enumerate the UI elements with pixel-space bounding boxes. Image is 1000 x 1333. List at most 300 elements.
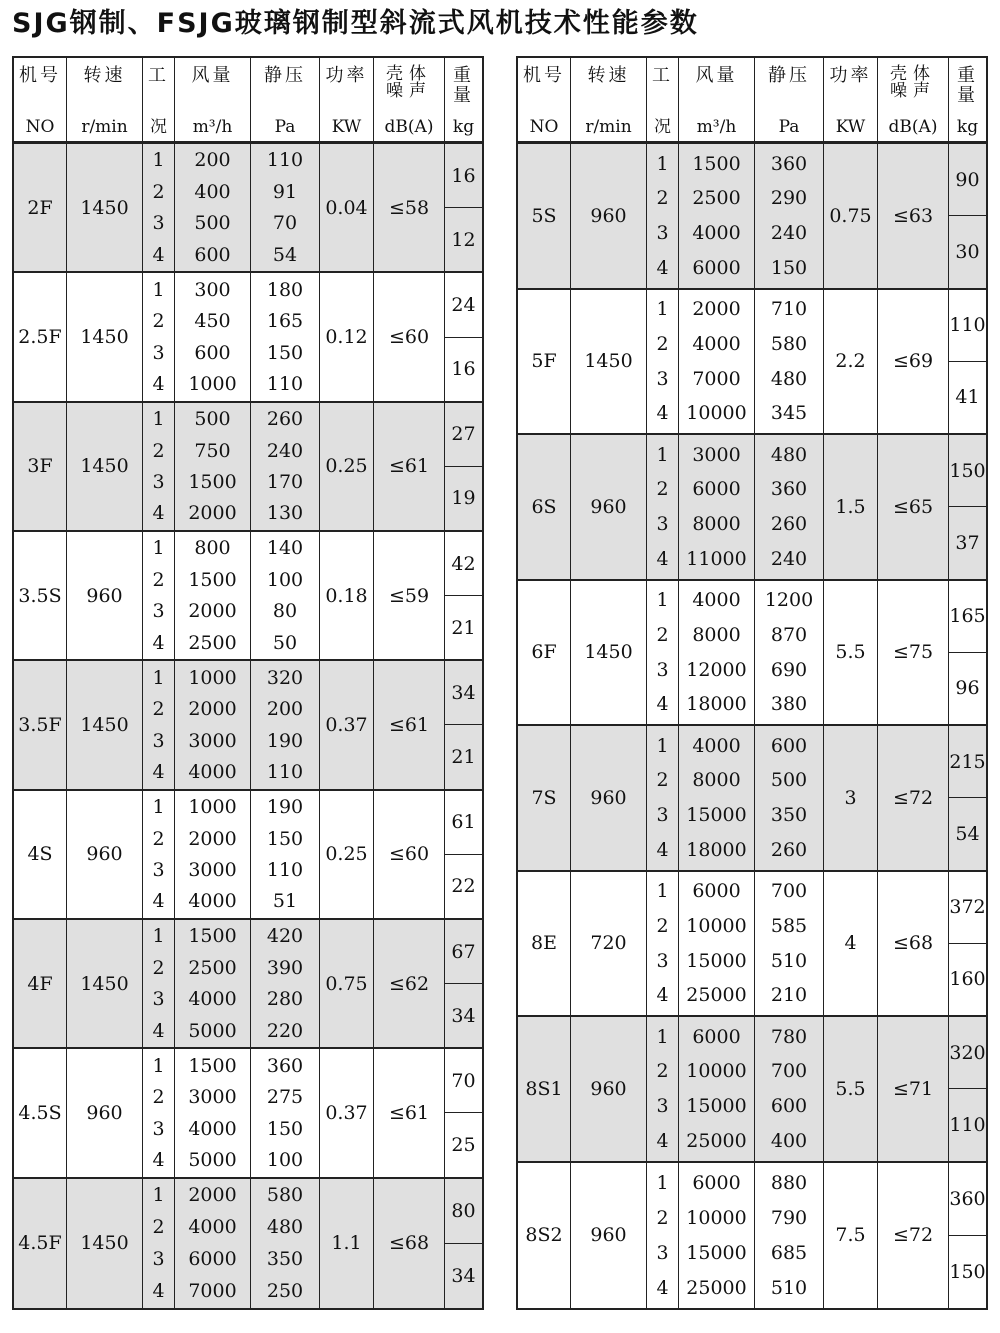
static-pressure-value: 710 [770,298,808,321]
fan-power: 0.12 [320,273,374,400]
weight-column [445,1179,482,1308]
header-flow-text: 风量 [695,65,738,86]
fan-model: 2.5F [14,273,67,400]
flow-rate-value: 7000 [188,1280,237,1303]
weight-column [445,532,482,659]
fan-group [518,872,986,1018]
weight-value: 80 [445,1179,482,1244]
fan-speed: 1450 [67,144,143,271]
header-pressure-unit: Pa [778,117,800,137]
fan-model: 7S [518,726,571,870]
fan-model: 5F [518,290,571,434]
fan-model: 4.5S [14,1049,67,1176]
fan-model: 4S [14,791,67,918]
static-pressure-value: 790 [770,1206,808,1229]
condition-value: 1 [656,880,669,903]
header-flow-unit: m³/h [192,117,233,137]
condition-column [647,726,679,870]
flow-rate-value: 25000 [686,984,747,1007]
flow-rate-value: 25000 [686,1129,747,1152]
weight-value: 110 [949,1113,986,1136]
fan-power: 0.04 [320,144,374,271]
static-pressure-value: 260 [266,408,304,431]
fan-group [14,1049,482,1178]
fan-speed: 1450 [67,1179,143,1308]
fan-noise: ≤69 [878,290,949,434]
condition-column [143,273,175,400]
condition-column [647,435,679,579]
fan-noise: ≤68 [374,1179,445,1308]
fan-speed: 960 [67,791,143,918]
weight-value: 27 [445,403,482,467]
static-pressure-value: 240 [770,547,808,570]
flow-rate-value: 500 [194,212,231,235]
static-pressure-value: 51 [272,890,298,913]
fan-model: 5S [518,144,571,288]
static-pressure-value: 275 [266,1086,304,1109]
condition-value: 2 [656,623,669,646]
static-pressure-value: 100 [266,1149,304,1172]
spec-table-left [12,56,484,1310]
condition-value: 2 [656,914,669,937]
header-flow-text: 风量 [191,65,234,86]
fan-speed: 1450 [67,661,143,788]
header-speed [571,58,647,141]
condition-value: 3 [656,658,669,681]
static-pressure-value: 250 [266,1280,304,1303]
header-speed-label [84,66,126,86]
flow-rate-column [175,144,251,271]
fan-speed: 1450 [67,273,143,400]
condition-value: 1 [656,1025,669,1048]
fan-power: 0.75 [320,920,374,1047]
fan-speed: 1450 [67,403,143,530]
condition-value: 2 [152,439,165,462]
weight-column [949,290,986,434]
condition-value: 2 [656,187,669,210]
header-weight-text: 重量 [453,65,474,106]
flow-rate-value: 18000 [686,693,747,716]
flow-rate-value: 2000 [692,298,741,321]
condition-value: 3 [656,949,669,972]
condition-value: 4 [152,631,165,654]
condition-column [143,661,175,788]
weight-value: 150 [949,1260,986,1283]
flow-rate-column [679,581,755,725]
header-weight-label [445,66,482,106]
condition-value: 2 [656,1206,669,1229]
static-pressure-value: 600 [770,734,808,757]
static-pressure-value: 170 [266,471,304,494]
flow-rate-column [679,1017,755,1161]
static-pressure-column [755,290,824,434]
condition-value: 4 [152,1019,165,1042]
flow-rate-value: 4000 [188,761,237,784]
header-noise-text: 噪声 [386,81,432,101]
header-pressure-unit: Pa [274,117,296,137]
header-weight-unit: kg [956,117,979,137]
static-pressure-column [251,532,320,659]
header-speed [67,58,143,141]
header-no-text: 机号 [523,65,565,86]
condition-column [143,1049,175,1176]
header-noise-label [386,66,432,100]
fan-group [14,1179,482,1308]
table-header [14,58,482,144]
fan-noise: ≤68 [878,872,949,1016]
header-power-unit: KW [331,117,362,137]
flow-rate-value: 10000 [686,1206,747,1229]
flow-rate-value: 1000 [188,373,237,396]
static-pressure-value: 110 [266,859,304,881]
condition-column [143,791,175,918]
flow-rate-value: 7000 [692,367,741,390]
header-pressure-label [264,66,306,86]
flow-rate-value: 1000 [188,796,237,819]
static-pressure-value: 150 [266,1117,304,1140]
static-pressure-value: 580 [266,1184,304,1207]
flow-rate-value: 10000 [686,402,747,425]
condition-value: 3 [656,1095,669,1118]
condition-value: 2 [152,310,165,333]
fan-group [518,144,986,290]
fan-model: 4.5F [14,1179,67,1308]
flow-rate-value: 15000 [686,949,747,972]
weight-value: 360 [949,1163,986,1236]
condition-value: 4 [656,547,669,570]
header-no [518,58,571,141]
weight-value: 67 [445,920,482,984]
condition-value: 1 [152,149,165,172]
header-noise-unit: dB(A) [384,117,434,137]
weight-value: 34 [445,661,482,725]
condition-value: 3 [152,600,165,623]
weight-value: 320 [949,1017,986,1089]
header-pressure-label [768,66,810,86]
weight-value: 21 [451,616,476,639]
static-pressure-column [251,403,320,530]
weight-value: 70 [445,1049,482,1113]
weight-value: 160 [949,968,986,991]
header-flow [679,58,755,141]
flow-rate-column [175,661,251,788]
header-no-label [19,66,61,86]
weight-value: 215 [949,726,986,798]
flow-rate-value: 12000 [686,658,747,681]
static-pressure-value: 140 [266,537,304,560]
static-pressure-column [251,920,320,1047]
fan-group [14,791,482,920]
condition-value: 1 [152,666,165,689]
static-pressure-value: 200 [266,698,304,721]
static-pressure-value: 400 [770,1129,808,1152]
fan-noise: ≤72 [878,726,949,870]
condition-value: 2 [656,769,669,792]
fan-group [518,1163,986,1309]
condition-value: 4 [656,693,669,716]
condition-value: 2 [152,1216,165,1239]
weight-value: 34 [451,1264,476,1287]
static-pressure-value: 50 [272,631,298,654]
condition-column [143,1179,175,1308]
fan-group [14,403,482,532]
header-noise-text: 壳体 [386,64,432,84]
flow-rate-value: 1000 [188,666,237,689]
fan-power: 0.25 [320,791,374,918]
static-pressure-value: 380 [770,693,808,716]
header-flow-label [696,66,738,86]
condition-value: 1 [152,796,165,819]
fan-group [14,273,482,402]
static-pressure-value: 91 [272,180,298,203]
flow-rate-column [175,532,251,659]
static-pressure-value: 165 [266,310,304,333]
header-power [824,58,878,141]
condition-value: 1 [152,925,165,948]
condition-column [143,403,175,530]
header-pressure [755,58,824,141]
header-weight [445,58,482,141]
fan-group [14,661,482,790]
flow-rate-value: 1500 [692,152,741,175]
flow-rate-value: 2000 [188,1184,237,1207]
weight-value: 372 [949,872,986,944]
header-condition [647,58,679,141]
header-condition [143,58,175,141]
fan-group [14,920,482,1049]
condition-value: 3 [152,341,165,364]
flow-rate-value: 2000 [188,827,237,850]
flow-rate-value: 300 [194,278,231,301]
static-pressure-column [755,435,824,579]
flow-rate-value: 2500 [692,187,741,210]
static-pressure-value: 690 [770,658,808,681]
static-pressure-value: 290 [770,187,808,210]
header-no-unit: NO [529,117,559,137]
condition-value: 1 [152,537,165,560]
condition-value: 1 [152,278,165,301]
static-pressure-value: 110 [266,149,304,172]
weight-column [445,273,482,400]
condition-value: 4 [152,243,165,266]
fan-model: 6F [518,581,571,725]
weight-column [949,726,986,870]
weight-column [445,1049,482,1176]
static-pressure-value: 480 [266,1216,304,1239]
flow-rate-value: 3000 [188,1086,237,1109]
header-weight-text: 重量 [957,65,978,106]
fan-group [518,435,986,581]
static-pressure-value: 54 [272,243,298,266]
flow-rate-column [175,920,251,1047]
page-title: SJG钢制、FSJG玻璃钢制型斜流式风机技术性能参数 [12,8,699,39]
header-power [320,58,374,141]
condition-value: 4 [656,402,669,425]
fan-power: 0.37 [320,661,374,788]
fan-power: 3 [824,726,878,870]
fan-noise: ≤59 [374,532,445,659]
static-pressure-value: 350 [770,804,808,827]
weight-value: 34 [451,1004,476,1027]
weight-column [949,1017,986,1161]
flow-rate-value: 4000 [188,1216,237,1239]
flow-rate-value: 10000 [686,914,747,937]
static-pressure-value: 700 [770,1060,808,1083]
static-pressure-value: 350 [266,1248,304,1271]
fan-power: 2.2 [824,290,878,434]
flow-rate-value: 4000 [692,734,741,757]
condition-value: 4 [152,761,165,784]
static-pressure-value: 700 [770,880,808,903]
static-pressure-value: 360 [266,1054,304,1077]
static-pressure-value: 390 [266,956,304,979]
weight-value: 37 [955,531,980,554]
condition-value: 4 [656,838,669,861]
flow-rate-value: 15000 [686,1095,747,1118]
flow-rate-value: 5000 [188,1019,237,1042]
condition-value: 2 [656,478,669,501]
condition-value: 3 [152,1117,165,1140]
flow-rate-value: 4000 [692,589,741,612]
flow-rate-value: 2000 [188,502,237,525]
fan-speed: 960 [571,726,647,870]
fan-power: 5.5 [824,581,878,725]
header-condition-text: 工 [148,65,169,86]
condition-value: 2 [152,1086,165,1109]
static-pressure-value: 880 [770,1171,808,1194]
header-power-text: 功率 [829,65,872,86]
static-pressure-value: 190 [266,796,304,819]
fan-group [518,290,986,436]
static-pressure-value: 240 [770,222,808,245]
flow-rate-value: 6000 [188,1248,237,1271]
static-pressure-value: 260 [770,513,808,536]
flow-rate-column [175,791,251,918]
header-weight-label [949,66,986,106]
condition-value: 3 [656,367,669,390]
static-pressure-column [755,872,824,1016]
table-header [518,58,986,144]
static-pressure-value: 240 [266,439,304,462]
weight-column [445,144,482,271]
header-power-label [830,66,872,86]
header-condition-unit: 况 [150,117,167,137]
static-pressure-value: 110 [266,761,304,784]
static-pressure-column [251,1179,320,1308]
spec-table-right [516,56,988,1310]
static-pressure-column [251,273,320,400]
fan-noise: ≤71 [878,1017,949,1161]
fan-power: 0.18 [320,532,374,659]
static-pressure-value: 180 [266,278,304,301]
condition-column [647,144,679,288]
header-noise-text: 壳体 [890,64,936,84]
flow-rate-value: 2500 [188,956,237,979]
static-pressure-value: 500 [770,769,808,792]
weight-value: 61 [445,791,482,855]
flow-rate-value: 2000 [188,600,237,623]
fan-noise: ≤61 [374,403,445,530]
flow-rate-value: 6000 [692,1171,741,1194]
fan-speed: 960 [571,144,647,288]
static-pressure-value: 100 [266,568,304,591]
fan-model: 3.5S [14,532,67,659]
weight-column [445,403,482,530]
condition-column [647,581,679,725]
fan-speed: 960 [571,1163,647,1309]
header-no-text: 机号 [19,65,61,86]
weight-value: 54 [955,822,980,845]
condition-value: 1 [656,443,669,466]
condition-value: 4 [656,984,669,1007]
header-condition-unit: 况 [654,117,671,137]
header-weight-unit: kg [452,117,475,137]
weight-column [445,791,482,918]
fan-power: 1.5 [824,435,878,579]
static-pressure-value: 420 [266,925,304,948]
weight-value: 22 [451,875,476,898]
flow-rate-value: 500 [194,408,231,431]
header-noise-text: 噪声 [890,81,936,101]
condition-value: 1 [656,734,669,757]
static-pressure-value: 320 [266,666,304,689]
static-pressure-value: 150 [770,256,808,279]
weight-value: 24 [445,273,482,337]
flow-rate-column [679,1163,755,1309]
header-pressure [251,58,320,141]
flow-rate-value: 200 [194,149,231,172]
condition-value: 3 [656,222,669,245]
weight-value: 12 [451,228,476,251]
condition-value: 1 [656,298,669,321]
fan-speed: 1450 [571,581,647,725]
condition-value: 3 [152,212,165,235]
header-speed-unit: r/min [81,117,128,137]
weight-column [949,144,986,288]
condition-value: 4 [152,373,165,396]
flow-rate-value: 25000 [686,1276,747,1299]
fan-model: 8S2 [518,1163,571,1309]
condition-value: 1 [152,408,165,431]
header-speed-text: 转速 [83,65,126,86]
header-weight [949,58,986,141]
condition-value: 4 [656,1129,669,1152]
condition-column [647,1163,679,1309]
header-no [14,58,67,141]
weight-column [949,1163,986,1309]
fan-noise: ≤61 [374,661,445,788]
weight-value: 16 [451,358,476,381]
flow-rate-value: 1500 [188,925,237,948]
fan-power: 0.25 [320,403,374,530]
condition-value: 3 [152,1248,165,1271]
fan-speed: 960 [571,435,647,579]
flow-rate-value: 6000 [692,478,741,501]
flow-rate-value: 2500 [188,631,237,654]
weight-column [949,435,986,579]
fan-group [518,726,986,872]
condition-value: 1 [152,1054,165,1077]
static-pressure-value: 220 [266,1019,304,1042]
weight-value: 41 [955,386,980,409]
flow-rate-column [679,144,755,288]
condition-value: 1 [152,1184,165,1207]
condition-value: 4 [152,502,165,525]
static-pressure-value: 1200 [764,589,814,612]
static-pressure-value: 70 [272,212,298,235]
header-noise-label [890,66,936,100]
flow-rate-value: 800 [194,537,231,560]
